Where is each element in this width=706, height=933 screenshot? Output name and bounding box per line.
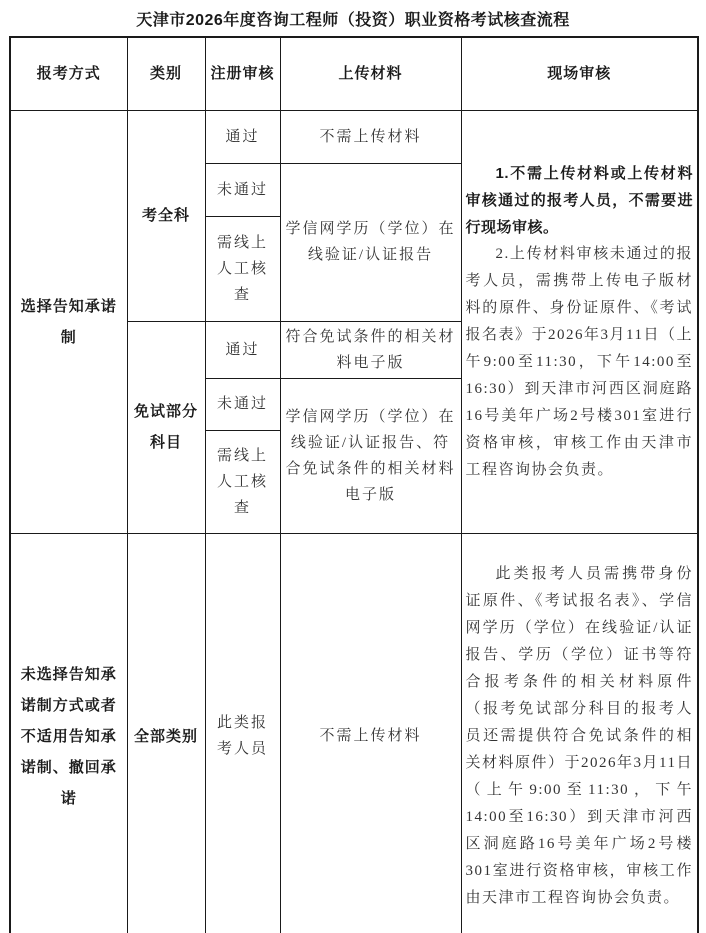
- header-row: [10, 37, 698, 110]
- cell-s2-upload: 不需上传材料: [280, 533, 461, 933]
- cell-s1-g2-upload-pass: 符合免试条件的相关材料电子版: [280, 321, 461, 378]
- table-row: [10, 533, 698, 933]
- header-category: 类别: [127, 37, 205, 110]
- cell-s1-category-full-exam: 考全科: [127, 110, 205, 321]
- cell-s1-g2-audit-pass: 通过: [205, 321, 280, 378]
- header-register-audit: 注册审核: [205, 37, 280, 110]
- table-row: [10, 110, 698, 163]
- cell-s1-g2-audit-manual: 需线上人工核查: [205, 430, 280, 533]
- cell-s1-g1-audit-manual: 需线上人工核查: [205, 216, 280, 321]
- page-title: 天津市2026年度咨询工程师（投资）职业资格考试核查流程: [136, 12, 570, 29]
- onsite-review-paragraph-2: 2.上传材料审核未通过的报考人员，需携带上传电子版材料的原件、身份证原件、《考试报名表》于2026年3月11日（上午9:00至11:30，下午14:00至16:30）到天津市河西区洞庭路16号美年广场2号楼301室进行资格审核，审核工作由天津市工程咨询协会负责。: [465, 245, 693, 478]
- cell-s1-g1-audit-pass: 通过: [205, 110, 280, 163]
- header-apply-method: 报考方式: [10, 37, 127, 110]
- cell-s1-g1-audit-fail: 未通过: [205, 163, 280, 216]
- header-upload-materials: 上传材料: [280, 37, 461, 110]
- cell-s2-audit: 此类报考人员: [205, 533, 280, 933]
- cell-s1-g1-upload-pass: 不需上传材料: [280, 110, 461, 163]
- cell-s1-g2-upload-fail: 学信网学历（学位）在线验证/认证报告、符合免试条件的相关材料电子版: [280, 378, 461, 533]
- onsite-review-paragraph-1: 1.不需上传材料或上传材料审核通过的报考人员，不需要进行现场审核。: [465, 164, 693, 236]
- cell-s1-g2-audit-fail: 未通过: [205, 378, 280, 430]
- cell-s1-apply-method: 选择告知承诺制: [10, 110, 127, 533]
- cell-s2-category: 全部类别: [127, 533, 205, 933]
- cell-s2-apply-method: 未选择告知承诺制方式或者不适用告知承诺制、撤回承诺: [10, 533, 127, 933]
- onsite-review-paragraph: 此类报考人员需携带身份证原件、《考试报名表》、学信网学历（学位）在线验证/认证报告、学历（学位）证书等符合报考条件的相关材料原件（报考免试部分科目的报考人员还需提供符合免试条件的相关材料原件）于2026年3月11日（上午9:00至11:30，下午14:00至16:30）到天津市河西区洞庭路16号美年广场2号楼301室进行资格审核，审核工作由天津市工程咨询协会负责。: [465, 565, 693, 906]
- cell-s1-onsite-review: [461, 110, 698, 533]
- cell-s1-g1-upload-fail: 学信网学历（学位）在线验证/认证报告: [280, 163, 461, 321]
- cell-s2-onsite-review: [461, 533, 698, 933]
- review-process-table: [9, 36, 699, 933]
- cell-s1-category-exempt: 免试部分科目: [127, 321, 205, 533]
- header-onsite-review: 现场审核: [461, 37, 698, 110]
